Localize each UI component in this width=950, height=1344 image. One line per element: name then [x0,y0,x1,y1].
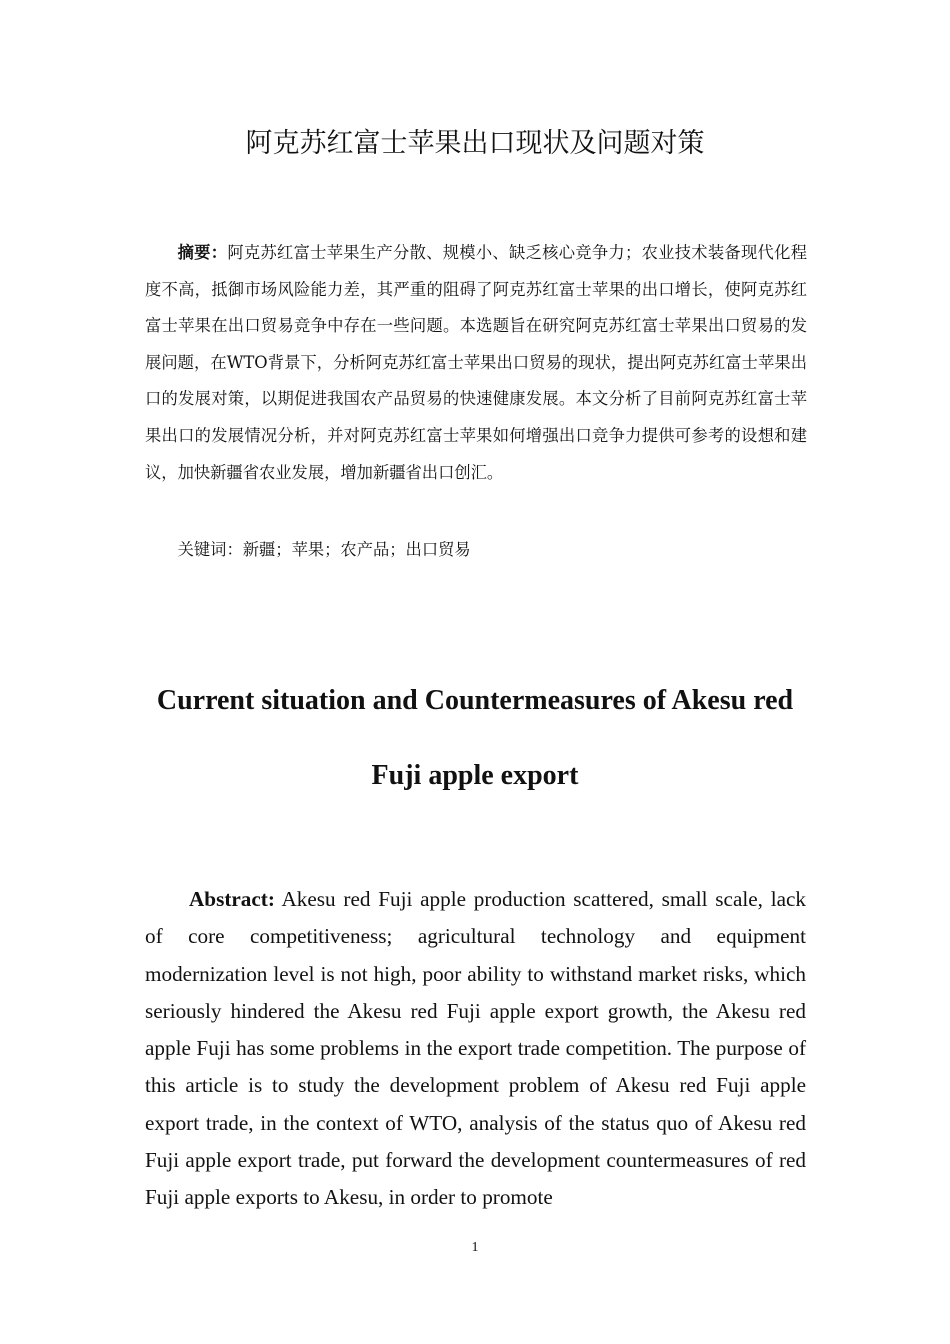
chinese-title: 阿克苏红富士苹果出口现状及问题对策 [245,128,705,159]
english-abstract [145,881,806,1217]
english-abstract-label: Abstract: [189,887,275,911]
chinese-keywords-label: 关键词： [177,540,243,559]
english-title: Current situation and Countermeasures of Akesu red Fuji apple export [156,685,794,791]
chinese-abstract-label: 摘要： [177,243,228,262]
english-abstract-text: Akesu red Fuji apple production scattered, small scale, lack of core competitiveness; agricultural technology and equipment modernization level is not high, poor ability to withstand market risks, which seriously hindered the Akesu red Fuji apple export growth, the Akesu red apple Fuji has some problems in the export trade competition. The purpose of this article is to study the development problem of Akesu red Fuji apple export trade, in the context of WTO, analysis of the status quo of Akesu red Fuji apple export trade, put forward the development countermeasures of red Fuji apple exports to Akesu, in order to promote [145,887,806,1210]
page-number: 1 [471,1240,479,1255]
chinese-abstract-text: 阿克苏红富士苹果生产分散、规模小、缺乏核心竞争力；农业技术装备现代化程度不高，抵御市场风险能力差，其严重的阻碍了阿克苏红富士苹果的出口增长，使阿克苏红富士苹果在出口贸易竞争中存在一些问题。本选题旨在研究阿克苏红富士苹果出口贸易的发展问题，在WTO背景下，分析阿克苏红富士苹果出口贸易的现状，提出阿克苏红富士苹果出口的发展对策，以期促进我国农产品贸易的快速健康发展。本文分析了目前阿克苏红富士苹果出口的发展情况分析，并对阿克苏红富士苹果如何增强出口竞争力提供可参考的设想和建议，加快新疆省农业发展，增加新疆省出口创汇。 [145,243,807,482]
chinese-abstract [145,235,807,491]
chinese-keywords [145,532,807,569]
chinese-keywords-text: 新疆；苹果；农产品；出口贸易 [242,540,471,559]
